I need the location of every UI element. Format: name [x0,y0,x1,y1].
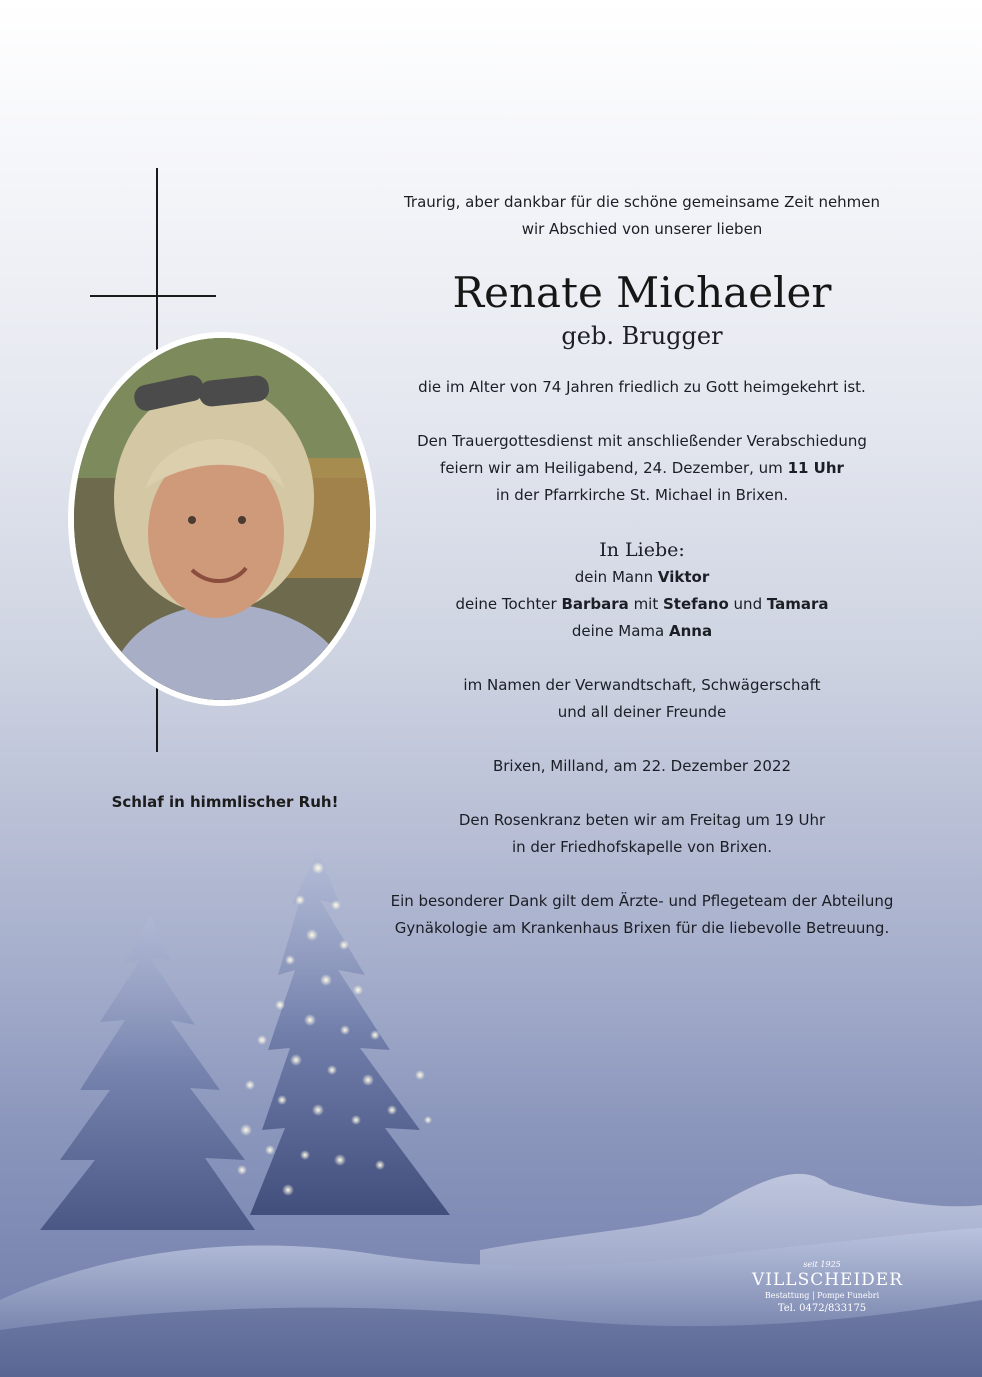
service-line-3: in der Pfarrkirche St. Michael in Brixen. [495,486,789,504]
logo-subtitle: Bestattung | Pompe Funebri [764,1291,880,1300]
logo-phone: Tel. 0472/833175 [777,1303,867,1314]
obituary-text [380,189,904,942]
mourner-husband: dein Mann Viktor [574,568,710,586]
epitaph-caption: Schlaf in himmlischer Ruh! [111,793,339,811]
cross-icon-crossbar [90,295,216,297]
service-line-2: feiern wir am Heiligabend, 24. Dezember, um 11 Uhr [440,459,844,477]
logo-name: VILLSCHEIDER [752,1270,904,1290]
mourner-mother: deine Mama Anna [571,622,713,640]
relatives-line-2: und all deiner Freunde [557,703,727,721]
logo-since: seit 1925 [803,1260,841,1269]
service-time: 11 Uhr [787,459,844,477]
intro-line-1: Traurig, aber dankbar für die schöne gemeinsame Zeit nehmen [403,193,881,211]
age-line: die im Alter von 74 Jahren friedlich zu Gott heimgekehrt ist. [418,378,866,396]
place-date: Brixen, Milland, am 22. Dezember 2022 [492,757,792,775]
thanks-line-2: Gynäkologie am Krankenhaus Brixen für die liebevolle Betreuung. [394,919,890,937]
rosary-line-1: Den Rosenkranz beten wir am Freitag um 19 Uhr [458,811,826,829]
mourners-heading: In Liebe: [599,539,685,561]
left-tree-shape [40,915,255,1230]
relatives-line-1: im Namen der Verwandtschaft, Schwägerschaft [463,676,821,694]
deceased-name: Renate Michaeler [452,268,832,317]
maiden-name: geb. Brugger [561,322,723,350]
thanks-line-1: Ein besonderer Dank gilt dem Ärzte- und Pflegeteam der Abteilung [390,892,894,910]
portrait-photo [74,338,370,700]
mourner-daughter: deine Tochter Barbara mit Stefano und Tamara [455,595,829,613]
funeral-home-logo [752,1260,904,1316]
service-line-1: Den Trauergottesdienst mit anschließender Verabschiedung [417,432,867,450]
intro-line-2: wir Abschied von unserer lieben [521,220,763,238]
rosary-line-2: in der Friedhofskapelle von Brixen. [511,838,773,856]
